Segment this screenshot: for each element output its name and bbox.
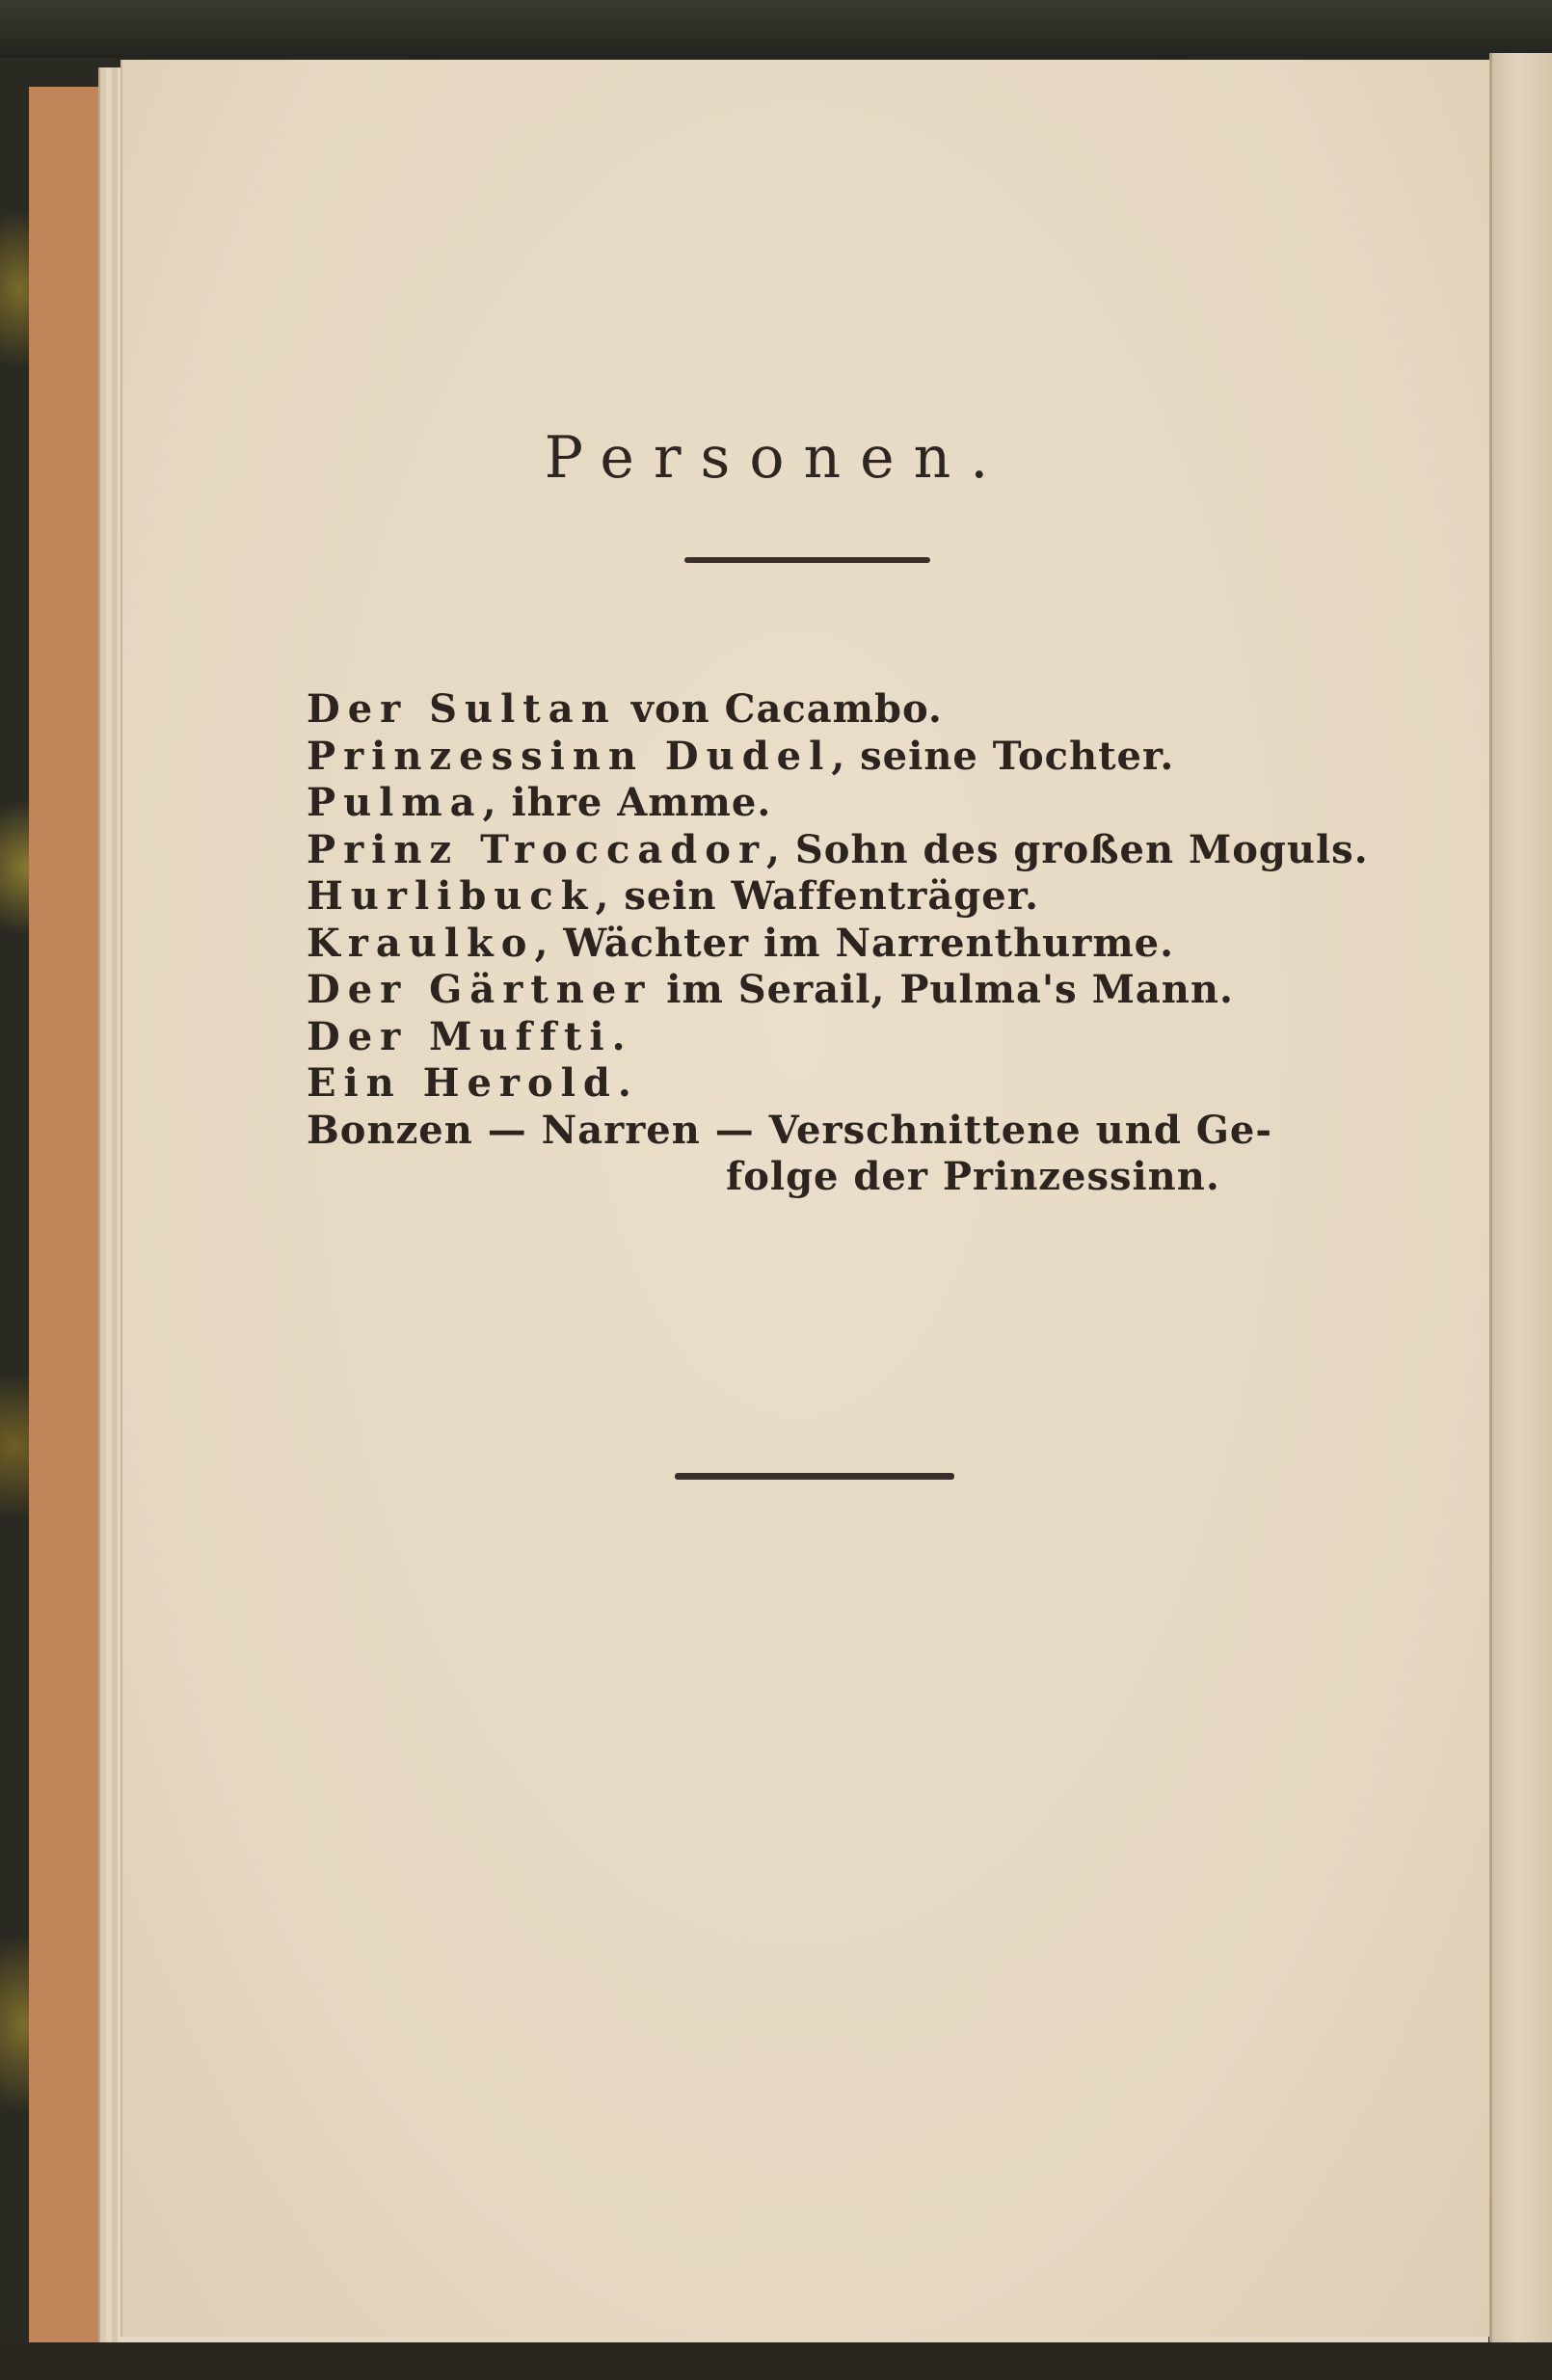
page-heading: Personen. bbox=[544, 424, 1008, 492]
character-desc: , seine Tochter. bbox=[831, 733, 1175, 779]
character-name: Kraulko bbox=[307, 920, 535, 966]
cast-entry bbox=[307, 686, 1367, 734]
character-desc: . bbox=[611, 1013, 627, 1059]
bottom-shadow bbox=[0, 2342, 1552, 2380]
character-name: Der Muffti bbox=[307, 1013, 612, 1059]
character-name: Prinzessinn Dudel bbox=[307, 733, 832, 779]
cast-entry bbox=[307, 734, 1367, 781]
character-name: Hurlibuck bbox=[307, 873, 596, 919]
cast-entry bbox=[307, 780, 1367, 827]
divider-rule-bottom bbox=[675, 1473, 954, 1480]
character-name: Prinz Troccador bbox=[307, 826, 767, 872]
character-name: Bonzen — Narren — Verschnittene bbox=[307, 1107, 1082, 1153]
facing-page-edge bbox=[1489, 53, 1552, 2347]
character-desc: , Sohn des großen Moguls. bbox=[766, 826, 1369, 872]
character-desc: , sein Waffenträger. bbox=[595, 873, 1040, 919]
character-name: Der Sultan bbox=[307, 686, 617, 732]
character-name: Der Gärtner bbox=[307, 967, 653, 1012]
character-desc: von Cacambo. bbox=[616, 686, 943, 732]
cast-entry bbox=[307, 1014, 1367, 1061]
character-desc: . bbox=[617, 1060, 632, 1106]
character-desc: , ihre Amme. bbox=[482, 780, 772, 825]
cover-top-edge bbox=[0, 0, 1552, 58]
cast-entry bbox=[307, 1108, 1367, 1155]
character-desc: im Serail, Pulma's Mann. bbox=[652, 967, 1234, 1012]
divider-rule-top bbox=[684, 557, 930, 563]
cast-entry bbox=[307, 827, 1367, 874]
character-desc: , Wächter im Narrenthurme. bbox=[534, 920, 1175, 966]
cast-entry bbox=[307, 967, 1367, 1014]
cast-entry bbox=[307, 921, 1367, 968]
cast-entry bbox=[307, 1060, 1367, 1108]
character-name: Pulma bbox=[307, 780, 483, 825]
character-name: Ein Herold bbox=[307, 1060, 618, 1106]
cast-entry-continuation: folge der Prinzessinn. bbox=[726, 1154, 1220, 1199]
cast-entry bbox=[307, 873, 1367, 921]
character-desc: und Ge- bbox=[1081, 1107, 1272, 1153]
cast-list bbox=[307, 686, 1367, 1201]
